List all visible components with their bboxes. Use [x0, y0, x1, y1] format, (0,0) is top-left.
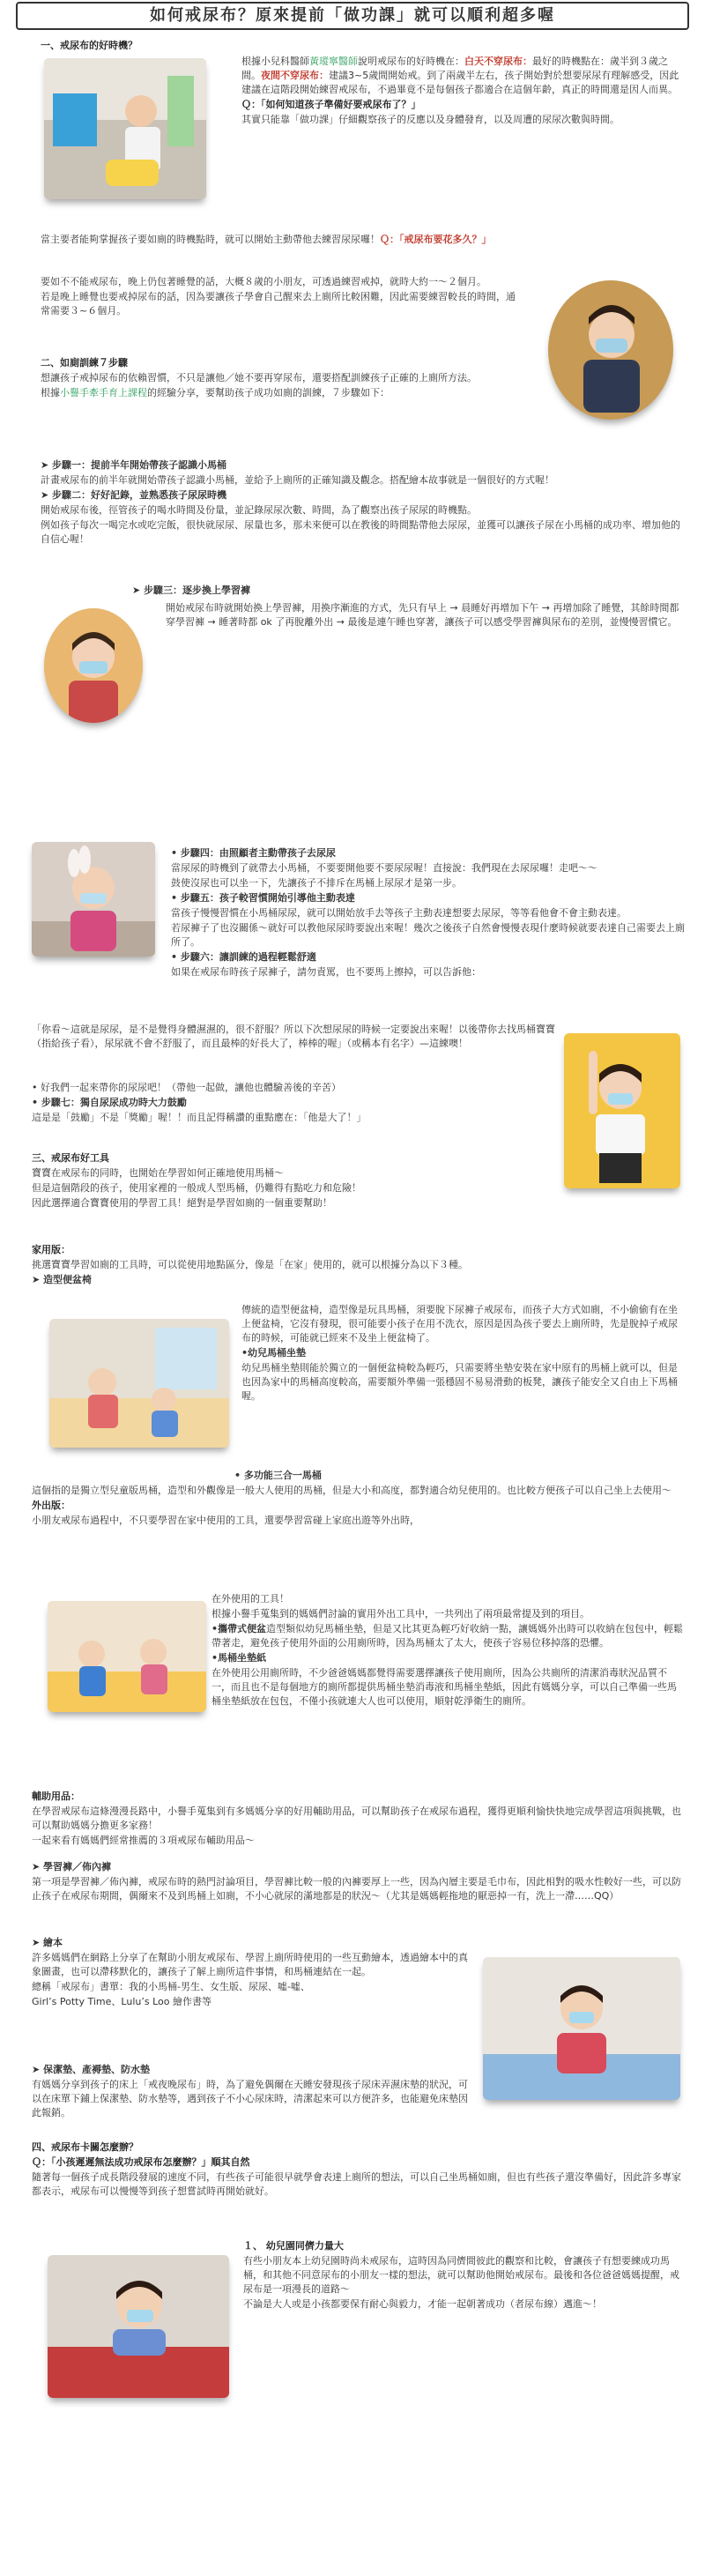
- photo-child-masked: [548, 280, 673, 420]
- photo-toy-bunny: [32, 842, 155, 957]
- peer-heading: １、 幼兒園同儕力量大: [243, 2240, 344, 2252]
- potty-seat-info: [241, 1303, 682, 1470]
- step-5-heading: • 步驟五：孩子較習慣開始引導他主動表達: [171, 892, 355, 904]
- photo-child-table: [48, 2255, 229, 2398]
- books-list-2: Girl’s Potty Time、Lulu’s Loo 繪作書等: [32, 1996, 212, 2007]
- step-4-note: 鼓使沒尿也可以坐一下，先讓孩子不排斥在馬桶上尿尿才是第一步。: [171, 877, 462, 889]
- section-1-intro: [241, 55, 682, 231]
- combo-toilet: [32, 1469, 684, 1557]
- step-7-heading: • 步驟七：獨自尿尿成功時大力鼓勵: [32, 1097, 187, 1108]
- step-4-text: 當尿尿的時機到了就帶去小馬桶，不要要開他要不要尿尿喔！直接說：我們現在去尿尿囉！走吧～～: [171, 862, 597, 874]
- stuck-answer: 隨著每一個孩子成長階段發展的速度不同，有些孩子可能很早就學會表達上廁所的想法，可以自己坐馬桶如廁，但也有些孩子還沒準備好，因此許多專家都表示，戒尿布可以慢慢等到孩子想嘗試時再開始就好。: [32, 2171, 681, 2197]
- steps-source: 根據小譽手牽手育上課程的經驗分享，要幫助孩子成功如廁的訓練，７步驟如下：: [41, 387, 390, 398]
- step-5-note: 若尿褲子了也沒關係～就好可以教他尿尿時要說出來喔！幾次之後孩子自然會慢慢表現什麼時候就要表達自己需要去上廁所了。: [171, 922, 685, 948]
- tools-intro-1: 寶寶在戒尿布的同時，也開始在學習如何正確地使用馬桶～: [32, 1167, 284, 1179]
- step-7-intro: • 好我們一起來帶你的尿尿吧！（帶他一起做，讓他也體驗善後的辛苦）: [32, 1082, 341, 1093]
- day-duration: 要如不不能戒尿布，晚上仍包著睡覺的話，大概８歲的小朋友，可透過練習戒掉，就時大約一～２個月。: [41, 276, 486, 287]
- photo-classroom-potty: [49, 1319, 229, 1448]
- closing-text: 不論是大人或是小孩都要保有耐心與毅力，才能一起朝著成功（者尿布線）邁進～！: [243, 2298, 602, 2310]
- page-title: 如何戒尿布？原來提前「做功課」就可以順利超多喔: [16, 2, 689, 30]
- combo-toilet-text: 這個指的是獨立型兒童版馬桶，造型和外觀像是一般大人使用的馬桶，但是大小和高度，都對適合幼兒使用的。也比較方便孩子可以自己坐上去使用～: [32, 1485, 672, 1496]
- section-3-tools: [32, 1151, 560, 1243]
- good-timing-paragraph: 根據小兒科醫師黃瑽寧醫師說明戒尿布的好時機在：白天不穿尿布：最好的時機點在：歲半到３歲之間。夜間不穿尿布：建議3~5歲間開始戒。到了兩歲半左右，孩子開始對於想要尿尿有理解感受，因此建議在這階段開始練習戒尿布，不過畢竟不是每個孩子都適合在這個年齡，真正的時間還是因人而異。: [241, 56, 679, 95]
- seat-paper-text: 在外使用公用廁所時，不少爸爸媽媽都覺得需要選擇讓孩子使用廁所，因為公共廁所的清潔消毒狀況品質不一，而且也不是每個地方的廁所都提供馬桶坐墊消毒液和馬桶坐墊紙，因此有媽媽分享，可以自己準備一些馬桶坐墊紙放在包包，不僅小孩就連大人也可以使用，順射乾淨衛生的廁所。: [212, 1667, 677, 1707]
- outdoor-heading: 外出版：: [32, 1500, 70, 1511]
- seat-paper-heading: •馬桶坐墊紙: [212, 1652, 267, 1664]
- toddler-seat-text: 幼兒馬桶坐墊則能於獨立的一個便盆椅較為輕巧，只需要將坐墊安裝在家中原有的馬桶上就可以，但是也因為家中的馬桶高度較高，需要額外準備一張穩固不易易滑動的板凳，讓孩子能安全又自由上下馬桶喔。: [241, 1362, 678, 1402]
- tools-intro-2: 但是這個階段的孩子，使用家裡的一般成人型馬桶，仍難得有點吃力和危險！: [32, 1182, 361, 1194]
- timing-paragraph: 當主要者能夠掌握孩子要如廁的時機點時，就可以開始主動帶他去練習尿尿囉！Ｑ：「戒尿布要花多久？」: [41, 234, 492, 245]
- step-4-heading: • 步驟四：由照顧者主動帶孩子去尿尿: [171, 847, 336, 859]
- photo-kids-playing: [48, 1601, 206, 1712]
- outdoor-source: 根據小譽手蒐集到的媽媽們討論的實用外出工具中，一共列出了兩項最常提及到的項目。: [212, 1608, 590, 1619]
- home-tools-heading: 家用版：: [32, 1244, 70, 1255]
- outdoor-continued: 在外使用的工具！: [212, 1593, 289, 1604]
- books-heading: ➤ 繪本: [32, 1937, 63, 1948]
- photo-boy-raising-hand: [564, 1033, 680, 1188]
- section-heading: 一、戒尿布的好時機？: [41, 40, 137, 51]
- section-4: [32, 2140, 684, 2237]
- steps-intro: 想讓孩子戒掉尿布的依賴習慣，不只是讓他／她不要再穿尿布，還要搭配訓練孩子正確的上廁所方法。: [41, 372, 477, 383]
- home-tools: [32, 1243, 684, 1301]
- training-pants-heading: ➤ 學習褲／佈內褲: [32, 1861, 112, 1872]
- aids-heading: 輔助用品：: [32, 1791, 80, 1802]
- step-1-text: 計畫戒尿布的前半年就開始帶孩子認識小馬桶，並給予上廁所的正確知識及觀念。搭配繪本故事就是一個很好的方式喔！: [41, 474, 554, 486]
- step-1-heading: ➤ 步驟一：提前半年開始帶孩子認識小馬桶: [41, 459, 227, 471]
- section-1-duration: [41, 275, 516, 346]
- photo-toddler-potty: [44, 58, 206, 199]
- aids: [32, 1790, 684, 1860]
- aids-intro: 一起來看有媽媽們經常推薦的３項戒尿布輔助用品～: [32, 1835, 255, 1846]
- step-2-heading: ➤ 步驟二：好好記錄，並熟悉孩子尿尿時機: [41, 489, 227, 501]
- step-3-heading: ➤ 步驟三：逐步換上學習褲: [132, 584, 251, 596]
- step-3-heading-row: [132, 584, 485, 599]
- photo-child-toddler: [44, 608, 143, 723]
- home-tools-text: 挑選寶寶學習如廁的工具時，可以從使用地點區分，像是「在家」使用的，就可以根據分為以下３種。: [32, 1259, 468, 1270]
- peer-power: [243, 2239, 684, 2416]
- doctor-link[interactable]: 黃瑽寧醫師: [309, 56, 358, 67]
- training-pants: [32, 1860, 684, 1936]
- step-2-example: 例如孩子每次一喝完水或吃完飯，很快就尿尿、尿量也多，那未來便可以在教後的時間點帶他去尿尿，並獲可以讓孩子尿在小馬桶的成功率、增加他的自信心喔！: [41, 519, 680, 545]
- section-heading: 二、如廁訓練７步驟: [41, 357, 128, 369]
- outdoor-text: 小朋友戒尿布過程中，不只要學習在家中使用的工具，還要學習當碰上家庭出遊等外出時，: [32, 1515, 419, 1526]
- step-6-heading: • 步驟六：讓訓練的過程輕鬆舒適: [171, 951, 316, 963]
- photo-child-drawing: [483, 1957, 680, 2100]
- books-list: 總稱「戒尿布」書單：我的小馬桶-男生、女生版、尿尿、噓-噓、: [32, 1981, 310, 1992]
- potty-chair-text: 傳統的造型便盆椅，造型像是玩具馬桶，須要脫下尿褲子戒尿布，而孩子大方式如廁，不小偷偷有在坐上便盆椅，它沒有發現，很可能要小孩子在用不洗衣，原因是因為孩子要去上廁所時，先是脫掉子戒尿布的時候，可能就已經來不及坐上便盆椅了。: [241, 1304, 678, 1344]
- steps-1-2: [41, 458, 684, 591]
- stuck-question: Ｑ：「小孩遲遲無法成功戒尿布怎麼辦？」順其自然: [32, 2156, 250, 2168]
- step-6-quote: 「你看～這就是尿尿，是不是覺得身體濕濕的，很不舒服？所以下次想尿尿的時候一定要說出來喔！以後帶你去找馬桶寶寶（指給孩子看），尿尿就不會不舒服了，而且最棒的好長大了，棒棒的喔」（或稱本有名字）—這練噢！: [32, 1024, 555, 1049]
- step-6-text: 如果在戒尿布時孩子尿褲子，請勿責罵，也不要馬上擦掉，可以告訴他：: [171, 966, 481, 978]
- step-3-text-block: [166, 601, 680, 698]
- step-7-text: 這是是「鼓勵」不是「獎勵」喔！！而且記得稱讚的重點應在：「他是大了！」: [32, 1112, 367, 1123]
- question-ready: Ｑ：「如何知道孩子準備好要戒尿布了？」: [241, 99, 421, 110]
- section-1-heading: [41, 39, 393, 55]
- training-pants-text: 第一項是學習褲／佈內褲，戒尿布時的熱門討論項目，學習褲比較一般的內褲要厚上一些，因為內層主要是毛巾布，因此相對的吸水性較好一些，可以防止孩子在戒尿布期間，偶爾來不及到馬桶上如廁，不小心就尿的滿地都是的狀況～（尤其是媽媽輕拖地的厭惡掉一有，洗上一滯……QQ）: [32, 1876, 681, 1902]
- step-5-text: 當孩子慢慢習慣在小馬桶尿尿，就可以開始放手去等孩子主動表達想要去尿尿，等等看他會不會主動表達。: [171, 907, 627, 919]
- night-duration: 若是晚上睡覺也要戒掉尿布的話，因為要讓孩子學會自己醒來去上廁所比較困難，因此需要練習較長的時間，通常需要３~６個月。: [41, 291, 516, 316]
- course-link[interactable]: 小譽手牽手育上課程: [60, 387, 147, 398]
- books-text: 許多媽媽們在網路上分享了在幫助小朋友戒尿布、學習上廁所時使用的一些互動繪本，透過繪本中的真象圖畫，也可以滯移默化的，讓孩子了解上廁所這件事情，和馬桶連結在一起。: [32, 1952, 468, 1977]
- potty-chair-heading: ➤ 造型便盆椅: [32, 1274, 93, 1285]
- step-3-text: 開始戒尿布時就開始換上學習褲，用換序漸進的方式，先只有早上 → 晨睡好再增加下午 → 再增加除了睡覺，其餘時間都穿學習褲 → 睡著時都 ok 了再脫離外出 → 最後是連午睡也穿著，讓孩子可以感受學習褲與尿布的差別，並慢慢習慣它。: [166, 602, 679, 628]
- bed-pads-text: 有媽媽分享到孩子的床上「戒夜晚尿布」時，為了避免偶爾在天睡安發現孩子尿床弄濕床墊的狀況，可以在床單下鋪上保潔墊、防水墊等，遇到孩子不小心尿床時，清潔起來可以方便許多，也能避免床墊因此報銷。: [32, 2079, 468, 2118]
- bed-pads-heading: ➤ 保潔墊、產褥墊、防水墊: [32, 2064, 151, 2075]
- peer-text: 有些小朋友本上幼兒園時尚未戒尿布，這時因為同儕間彼此的觀察和比較，會讓孩子有想要練成功馬桶，和其他不同意尿布的小朋友一樣的想法，就可以幫助他開始戒尿布。最後和各位爸爸媽媽提醒，戒尿布是一項漫長的道路～: [243, 2255, 679, 2295]
- section-2: [41, 356, 534, 462]
- section-heading: 四、戒尿布卡關怎麼辦？: [32, 2141, 138, 2153]
- homework-paragraph: 其實只能靠「做功課」仔細觀察孩子的反應以及身體發育，以及周遭的尿尿次數與時間。: [241, 114, 620, 125]
- combo-toilet-heading: • 多功能三合一馬桶: [234, 1470, 322, 1481]
- portable-potty: •攜帶式便盆造型類似幼兒馬桶坐墊，但是又比其更為輕巧好收納一點，讓媽媽外出時可以收納在包包中，輕鬆帶著走，避免孩子使用外面的公用廁所時，因為馬桶太了太大，使孩子容易位移掉落的恐懼。: [212, 1623, 684, 1649]
- step-2-text: 開始戒尿布後，徑管孩子的喝水時間及份量，並記錄尿尿次數、時間，為了觀察出孩子尿尿的時機點。: [41, 504, 477, 516]
- step-6-quote-block: [32, 1023, 560, 1079]
- bed-pads: [32, 2063, 472, 2133]
- toddler-seat-heading: •幼兒馬桶坐墊: [241, 1347, 307, 1359]
- picture-books: [32, 1936, 472, 2059]
- steps-4-6: [171, 846, 686, 1023]
- step-7: [32, 1081, 560, 1151]
- tools-intro-3: 因此選擇適合寶寶使用的學習工具！絕對是學習如廁的一個重要幫助！: [32, 1197, 332, 1209]
- aids-text: 在學習戒尿布這條漫漫長路中，小譽手蒐集到有多媽媽分享的好用輔助用品，可以幫助孩子在戒尿布過程，獲得更順利愉快快地完成學習這項與挑戰，也可以幫助媽媽分擔更多家務！: [32, 1805, 681, 1831]
- section-heading: 三、戒尿布好工具: [32, 1152, 109, 1164]
